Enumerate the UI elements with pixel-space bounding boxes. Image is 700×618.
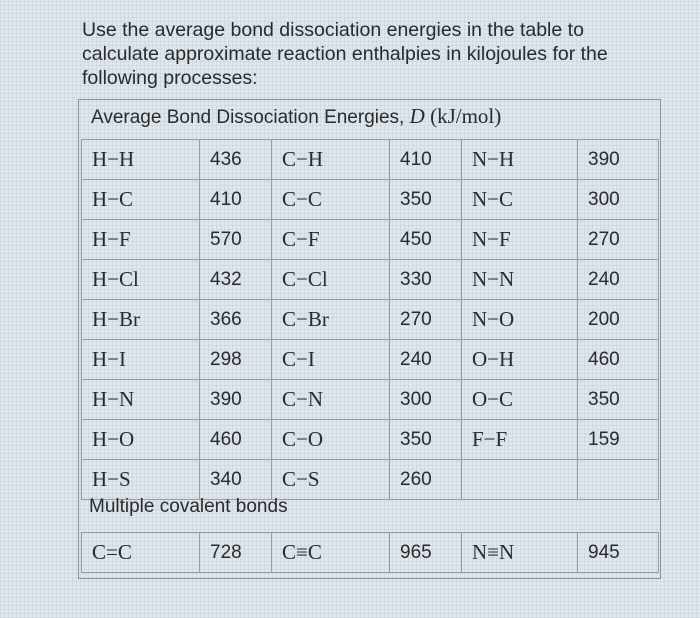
bond-cell: H−F — [82, 220, 200, 260]
question-line-1: Use the average bond dissociation energies in the table to — [82, 19, 584, 41]
energy-cell: 330 — [390, 260, 462, 300]
table-row — [82, 140, 659, 180]
bond-energy-table — [78, 99, 661, 579]
table-row — [82, 340, 659, 380]
table-row — [82, 533, 659, 573]
energy-cell: 390 — [200, 380, 272, 420]
bond-cell: C−H — [272, 140, 390, 180]
table-row — [82, 300, 659, 340]
energy-cell: 298 — [200, 340, 272, 380]
energy-cell: 436 — [200, 140, 272, 180]
energy-cell: 350 — [578, 380, 659, 420]
energy-cell: 410 — [200, 180, 272, 220]
energy-cell: 366 — [200, 300, 272, 340]
energy-cell: 570 — [200, 220, 272, 260]
table-row — [82, 180, 659, 220]
bond-cell: H−H — [82, 140, 200, 180]
energy-cell: 300 — [578, 180, 659, 220]
energy-cell: 432 — [200, 260, 272, 300]
bond-cell: O−H — [462, 340, 578, 380]
question-line-2: calculate approximate reaction enthalpies in kilojoules for the — [82, 43, 608, 65]
table-title-prefix: Average Bond Dissociation Energies, — [91, 107, 410, 128]
energy-cell: 240 — [390, 340, 462, 380]
question-text — [82, 18, 672, 90]
bond-cell: C−O — [272, 420, 390, 460]
table-title-symbol: D — [409, 104, 425, 128]
multiple-bonds-label: Multiple covalent bonds — [89, 496, 288, 517]
bond-cell: C=C — [82, 533, 200, 573]
energy-cell: 965 — [390, 533, 462, 573]
bond-cell: H−N — [82, 380, 200, 420]
bond-cell: H−S — [82, 460, 200, 500]
bond-cell: N−N — [462, 260, 578, 300]
energy-cell: 460 — [578, 340, 659, 380]
single-bond-grid — [81, 139, 659, 500]
bond-cell: C−Br — [272, 300, 390, 340]
bond-cell: C≡C — [272, 533, 390, 573]
table-title — [91, 104, 501, 129]
energy-cell: 340 — [200, 460, 272, 500]
bond-cell: F−F — [462, 420, 578, 460]
bond-cell: N−H — [462, 140, 578, 180]
bond-cell: H−C — [82, 180, 200, 220]
bond-cell: C−S — [272, 460, 390, 500]
table-row — [82, 220, 659, 260]
energy-cell: 270 — [390, 300, 462, 340]
bond-cell: N−C — [462, 180, 578, 220]
bond-cell: N≡N — [462, 533, 578, 573]
energy-cell: 300 — [390, 380, 462, 420]
energy-cell — [578, 460, 659, 500]
bond-cell: H−Br — [82, 300, 200, 340]
energy-cell: 450 — [390, 220, 462, 260]
bond-cell: C−C — [272, 180, 390, 220]
bond-cell: C−I — [272, 340, 390, 380]
bond-cell: C−F — [272, 220, 390, 260]
energy-cell: 260 — [390, 460, 462, 500]
bond-cell: H−Cl — [82, 260, 200, 300]
table-row — [82, 460, 659, 500]
energy-cell: 270 — [578, 220, 659, 260]
bond-cell: H−I — [82, 340, 200, 380]
question-line-3: following processes: — [82, 67, 258, 89]
energy-cell: 350 — [390, 420, 462, 460]
energy-cell: 410 — [390, 140, 462, 180]
bond-cell: O−C — [462, 380, 578, 420]
multiple-bond-grid — [81, 532, 659, 573]
energy-cell: 945 — [578, 533, 659, 573]
energy-cell: 460 — [200, 420, 272, 460]
energy-cell: 159 — [578, 420, 659, 460]
energy-cell: 350 — [390, 180, 462, 220]
energy-cell: 728 — [200, 533, 272, 573]
bond-cell — [462, 460, 578, 500]
bond-cell: C−N — [272, 380, 390, 420]
energy-cell: 200 — [578, 300, 659, 340]
bond-cell: C−Cl — [272, 260, 390, 300]
energy-cell: 390 — [578, 140, 659, 180]
bond-cell: H−O — [82, 420, 200, 460]
energy-cell: 240 — [578, 260, 659, 300]
table-row — [82, 260, 659, 300]
bond-cell: N−F — [462, 220, 578, 260]
bond-cell: N−O — [462, 300, 578, 340]
table-title-units: (kJ/mol) — [430, 104, 502, 128]
table-row — [82, 380, 659, 420]
table-row — [82, 420, 659, 460]
